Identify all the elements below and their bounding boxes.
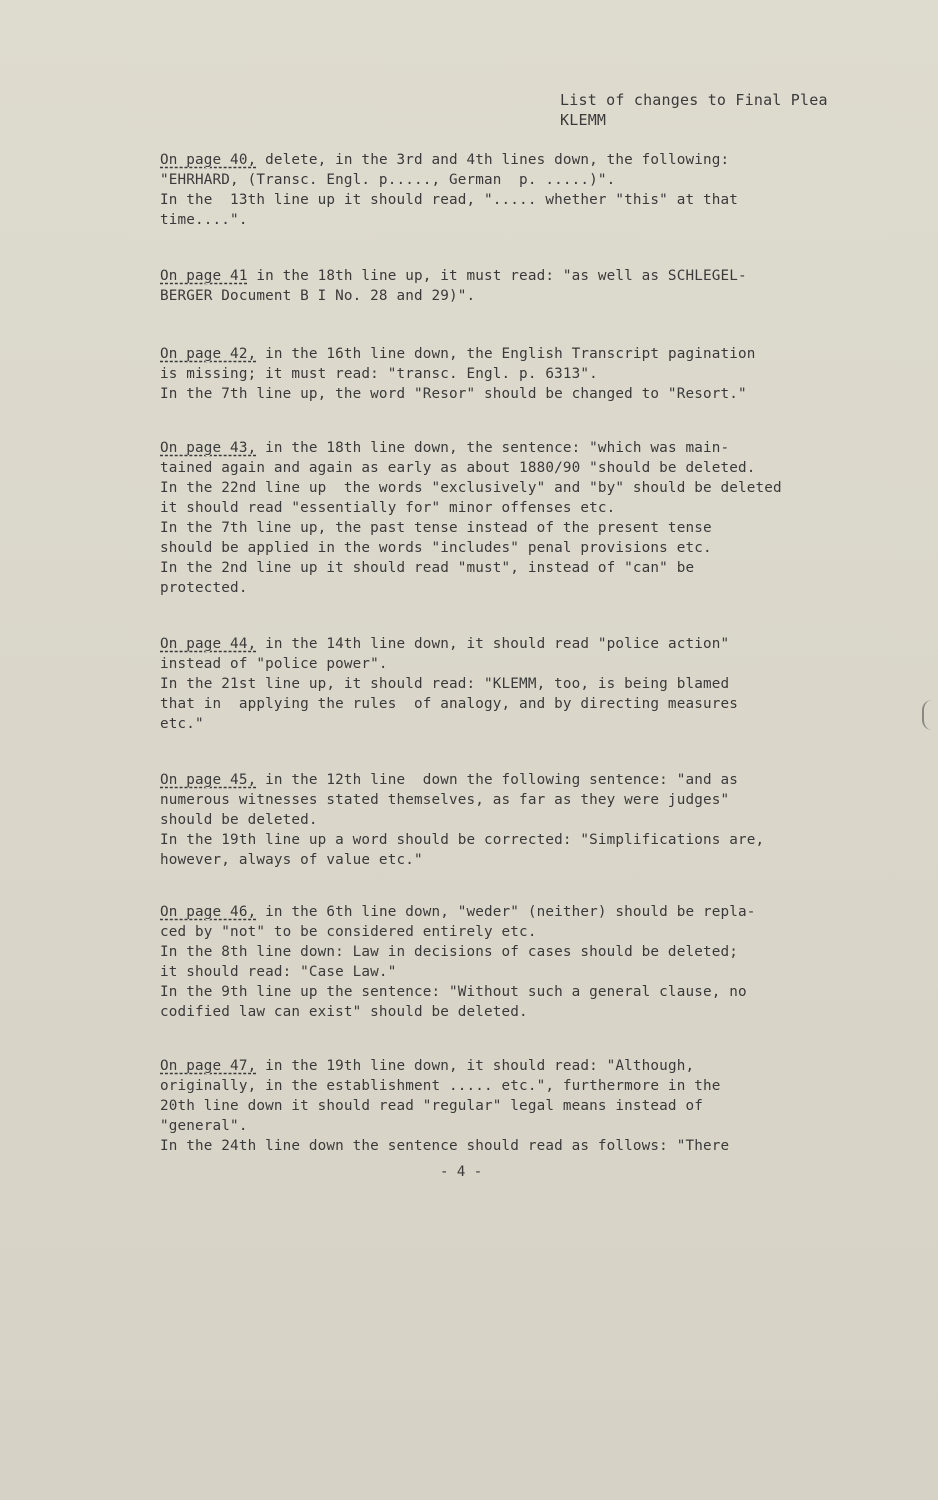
section-line: should be applied in the words "includes" penal provisions etc. (160, 540, 712, 556)
correction-page-42 (160, 344, 860, 404)
section-line: ced by "not" to be considered entirely etc. (160, 924, 537, 940)
section-line: in the 18th line down, the sentence: "which was main- (256, 440, 730, 456)
section-line: in the 19th line down, it should read: "Although, (256, 1058, 695, 1074)
section-line: In the 21st line up, it should read: "KLEMM, too, is being blamed (160, 676, 730, 692)
section-lead: On page 46, (160, 904, 257, 920)
section-line: it should read: "Case Law." (160, 964, 397, 980)
section-line: time....". (160, 212, 248, 228)
section-line: in the 16th line down, the English Transcript pagination (256, 346, 756, 362)
section-line: should be deleted. (160, 812, 318, 828)
section-line: numerous witnesses stated themselves, as far as they were judges" (160, 792, 730, 808)
section-line: however, always of value etc." (160, 852, 423, 868)
section-lead: On page 45, (160, 772, 257, 788)
section-line: is missing; it must read: "transc. Engl. p. 6313". (160, 366, 598, 382)
section-line: In the 7th line up, the word "Resor" should be changed to "Resort." (160, 386, 747, 402)
section-line: instead of "police power". (160, 656, 388, 672)
section-line: "EHRHARD, (Transc. Engl. p....., German p. .....)". (160, 172, 616, 188)
section-lead: On page 47, (160, 1058, 257, 1074)
section-line: in the 12th line down the following sentence: "and as (256, 772, 739, 788)
section-line: it should read "essentially for" minor offenses etc. (160, 500, 616, 516)
section-line: In the 19th line up a word should be corrected: "Simplifications are, (160, 832, 765, 848)
section-line: originally, in the establishment ..... etc.", furthermore in the (160, 1078, 721, 1094)
correction-page-43 (160, 438, 860, 598)
section-line: In the 8th line down: Law in decisions of cases should be deleted; (160, 944, 738, 960)
section-line: In the 7th line up, the past tense instead of the present tense (160, 520, 712, 536)
section-line: In the 2nd line up it should read "must", instead of "can" be (160, 560, 695, 576)
correction-page-46 (160, 902, 860, 1022)
section-line: In the 24th line down the sentence should read as follows: "There (160, 1138, 730, 1154)
section-line: delete, in the 3rd and 4th lines down, the following: (256, 152, 730, 168)
correction-page-40 (160, 150, 860, 230)
correction-page-41 (160, 266, 860, 306)
section-line: In the 13th line up it should read, "..... whether "this" at that (160, 192, 738, 208)
section-lead: On page 40, (160, 152, 257, 168)
section-line: etc." (160, 716, 204, 732)
page-edge-mark (922, 700, 938, 730)
section-line: protected. (160, 580, 248, 596)
section-line: In the 9th line up the sentence: "Without such a general clause, no (160, 984, 747, 1000)
section-lead: On page 44, (160, 636, 257, 652)
section-line: BERGER Document B I No. 28 and 29)". (160, 288, 476, 304)
section-lead: On page 43, (160, 440, 257, 456)
correction-page-44 (160, 634, 860, 734)
section-line: in the 18th line up, it must read: "as well as SCHLEGEL- (247, 268, 747, 284)
corrections-list (160, 150, 860, 1156)
section-line: in the 14th line down, it should read "police action" (256, 636, 730, 652)
section-line: tained again and again as early as about 1880/90 "should be deleted. (160, 460, 756, 476)
document-heading (560, 90, 828, 130)
correction-page-45 (160, 770, 860, 870)
document-title: List of changes to Final Plea (560, 91, 828, 109)
section-line: "general". (160, 1118, 248, 1134)
section-line: in the 6th line down, "weder" (neither) should be repla- (256, 904, 756, 920)
section-line: 20th line down it should read "regular" legal means instead of (160, 1098, 703, 1114)
section-line: codified law can exist" should be deleted. (160, 1004, 528, 1020)
section-lead: On page 42, (160, 346, 257, 362)
section-lead: On page 41 (160, 268, 248, 284)
section-line: that in applying the rules of analogy, and by directing measures (160, 696, 738, 712)
section-line: In the 22nd line up the words "exclusively" and "by" should be deleted (160, 480, 782, 496)
correction-page-47 (160, 1056, 860, 1156)
defendant-name: KLEMM (560, 111, 607, 129)
page-number: - 4 - (440, 1164, 483, 1180)
